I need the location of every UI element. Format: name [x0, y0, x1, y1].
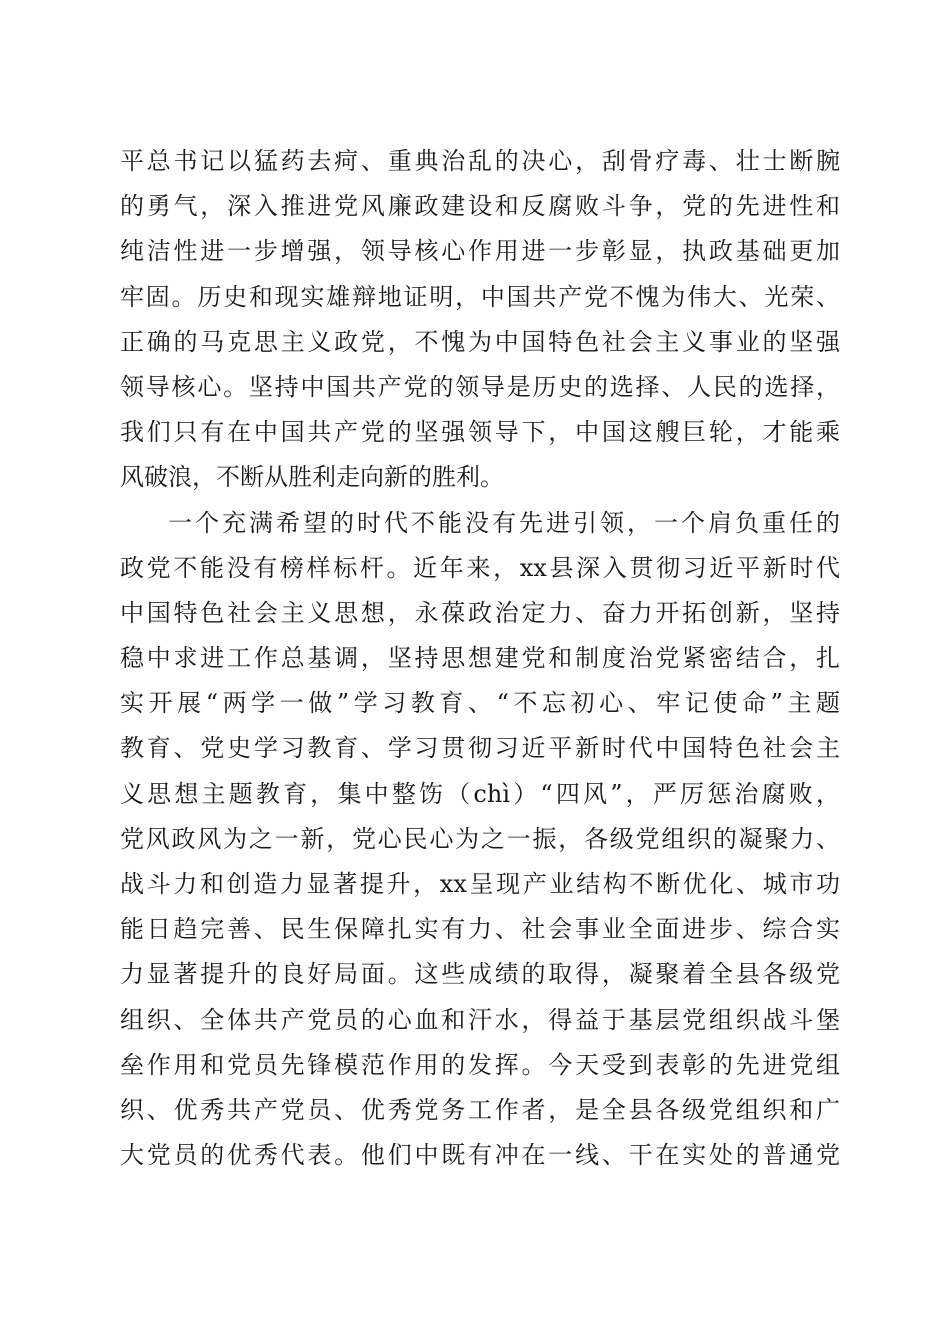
- text-line: 中国特色社会主义思想，永葆政治定力、奋力开拓创新，坚持: [120, 598, 840, 627]
- text-line: 政党不能没有榜样标杆。近年来，xx县深入贯彻习近平新时代: [120, 553, 840, 582]
- text-line: 正确的马克思主义政党，不愧为中国特色社会主义事业的坚强: [120, 327, 840, 356]
- text-line: 能日趋完善、民生保障扎实有力、社会事业全面进步、综合实: [120, 915, 840, 944]
- text-line: 稳中求进工作总基调，坚持思想建党和制度治党紧密结合，扎: [120, 644, 840, 673]
- text-line: 义思想主题教育，集中整饬（chì）“四风”，严厉惩治腐败，: [120, 779, 840, 808]
- text-line: 的勇气，深入推进党风廉政建设和反腐败斗争，党的先进性和: [120, 192, 840, 221]
- text-line: 我们只有在中国共产党的坚强领导下，中国这艘巨轮，才能乘: [120, 418, 840, 447]
- paragraph-2: [120, 501, 840, 1179]
- text-line: 组织、全体共产党员的心血和汗水，得益于基层党组织战斗堡: [120, 1005, 840, 1034]
- text-line: 力显著提升的良好局面。这些成绩的取得，凝聚着全县各级党: [120, 960, 840, 989]
- text-line: 风破浪，不断从胜利走向新的胜利。: [120, 463, 504, 492]
- text-line: 平总书记以猛药去疴、重典治乱的决心，刮骨疗毒、壮士断腕: [120, 147, 840, 175]
- text-line: 实开展“两学一做”学习教育、“不忘初心、牢记使命”主题: [120, 689, 840, 718]
- paragraph-1: [120, 139, 840, 501]
- body-text: [120, 139, 840, 1178]
- text-line: 党风政风为之一新，党心民心为之一振，各级党组织的凝聚力、: [120, 824, 840, 853]
- text-line: 织、优秀共产党员、优秀党务工作者，是全县各级党组织和广: [120, 1095, 840, 1124]
- text-line: 领导核心。坚持中国共产党的领导是历史的选择、人民的选择，: [120, 372, 840, 401]
- text-line: 一个充满希望的时代不能没有先进引领，一个肩负重任的: [168, 508, 840, 537]
- text-line: 大党员的优秀代表。他们中既有冲在一线、干在实处的普通党: [120, 1141, 840, 1170]
- text-line: 纯洁性进一步增强，领导核心作用进一步彰显，执政基础更加: [120, 237, 840, 266]
- text-line: 垒作用和党员先锋模范作用的发挥。今天受到表彰的先进党组: [120, 1050, 840, 1079]
- text-line: 战斗力和创造力显著提升，xx呈现产业结构不断优化、城市功: [120, 870, 840, 898]
- text-line: 教育、党史学习教育、学习贯彻习近平新时代中国特色社会主: [120, 734, 840, 763]
- text-line: 牢固。历史和现实雄辩地证明，中国共产党不愧为伟大、光荣、: [120, 282, 840, 311]
